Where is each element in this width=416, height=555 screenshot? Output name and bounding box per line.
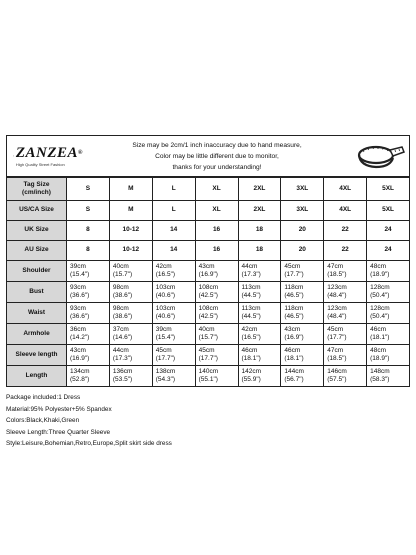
cell-inch: (18.9") <box>370 355 390 362</box>
table-row <box>7 201 410 221</box>
table-cell <box>195 345 238 366</box>
cell-cm: 103cm <box>155 283 176 291</box>
cell-size: 10-12 <box>122 246 140 254</box>
table-cell <box>367 178 410 201</box>
table-cell <box>367 345 410 366</box>
table-cell <box>324 178 367 201</box>
notice-line: thanks for your understanding! <box>172 163 262 171</box>
cell-inch: (16.5") <box>155 271 176 278</box>
cell-inch: (17.7") <box>327 334 347 341</box>
cell-cm: 40cm <box>198 325 215 333</box>
table-cell <box>109 201 152 221</box>
cell-inch: (46.5") <box>284 313 304 320</box>
table-cell <box>238 282 281 303</box>
cell-cm: 108cm <box>198 283 219 291</box>
notice-line: Color may be little different due to monitor, <box>155 152 279 160</box>
table-cell <box>238 366 281 387</box>
cell-cm: 43cm <box>198 262 215 270</box>
table-cell <box>281 303 324 324</box>
table-cell <box>367 201 410 221</box>
table-cell <box>67 282 110 303</box>
cell-cm: 113cm <box>241 283 261 291</box>
table-cell <box>152 345 195 366</box>
table-cell <box>324 324 367 345</box>
cell-cm: 93cm <box>70 283 86 291</box>
table-cell <box>195 241 238 261</box>
cell-inch: (15.4") <box>155 334 176 341</box>
table-cell <box>109 324 152 345</box>
row-label <box>7 345 67 366</box>
cell-size: 2XL <box>253 184 266 192</box>
row-label-text: (cm/inch) <box>22 189 51 196</box>
cell-size: 24 <box>384 226 392 234</box>
table-cell <box>152 201 195 221</box>
table-cell <box>238 261 281 282</box>
cell-cm: 140cm <box>198 367 219 375</box>
cell-inch: (14.6") <box>112 334 133 341</box>
table-cell <box>109 221 152 241</box>
cell-cm: 43cm <box>284 325 301 333</box>
table-cell <box>238 345 281 366</box>
cell-inch: (46.5") <box>284 292 304 299</box>
row-label-text: Armhole <box>23 329 50 337</box>
table-cell <box>324 221 367 241</box>
cell-cm: 136cm <box>112 367 133 375</box>
cell-size: S <box>85 206 91 214</box>
cell-size: 3XL <box>296 206 309 214</box>
row-label-text: Waist <box>27 308 46 316</box>
measurement-notice <box>83 140 351 173</box>
table-row <box>7 178 410 201</box>
cell-size: 5XL <box>382 184 395 192</box>
cell-inch: (15.7") <box>112 271 133 278</box>
table-cell <box>195 178 238 201</box>
cell-inch: (40.6") <box>155 292 176 299</box>
cell-inch: (15.4") <box>70 271 90 278</box>
cell-cm: 123cm <box>327 304 347 312</box>
chart-header <box>6 135 410 177</box>
table-cell <box>152 366 195 387</box>
cell-cm: 113cm <box>241 304 261 312</box>
cell-inch: (18.9") <box>370 271 390 278</box>
measuring-tape-icon <box>351 136 409 176</box>
table-cell <box>324 282 367 303</box>
row-label-text: UK Size <box>24 226 49 234</box>
row-label-text: AU Size <box>24 246 49 254</box>
cell-cm: 43cm <box>70 346 86 354</box>
cell-inch: (36.6") <box>70 292 90 299</box>
table-cell <box>281 345 324 366</box>
row-label <box>7 221 67 241</box>
table-cell <box>152 324 195 345</box>
cell-inch: (17.7") <box>155 355 176 362</box>
cell-cm: 108cm <box>198 304 219 312</box>
cell-cm: 44cm <box>241 262 258 270</box>
cell-cm: 39cm <box>70 262 86 270</box>
cell-inch: (58.3") <box>370 376 390 383</box>
table-cell <box>324 366 367 387</box>
cell-cm: 142cm <box>241 367 262 375</box>
cell-size: 4XL <box>339 184 352 192</box>
cell-cm: 98cm <box>112 304 129 312</box>
table-cell <box>152 221 195 241</box>
cell-cm: 118cm <box>284 283 304 291</box>
cell-cm: 98cm <box>112 283 129 291</box>
cell-inch: (18.1") <box>370 334 390 341</box>
cell-cm: 123cm <box>327 283 347 291</box>
table-cell <box>109 303 152 324</box>
product-info <box>6 392 172 450</box>
row-label <box>7 324 67 345</box>
row-label <box>7 178 67 201</box>
table-row <box>7 324 410 345</box>
cell-inch: (48.4") <box>327 313 347 320</box>
table-cell <box>324 261 367 282</box>
table-cell <box>109 241 152 261</box>
cell-cm: 45cm <box>284 262 301 270</box>
table-cell <box>367 221 410 241</box>
cell-inch: (17.3") <box>241 271 261 278</box>
cell-cm: 148cm <box>370 367 390 375</box>
row-label <box>7 282 67 303</box>
cell-inch: (48.4") <box>327 292 347 299</box>
cell-inch: (17.3") <box>112 355 133 362</box>
cell-size: 22 <box>341 246 349 254</box>
table-cell <box>67 324 110 345</box>
row-label <box>7 303 67 324</box>
cell-cm: 103cm <box>155 304 176 312</box>
cell-cm: 39cm <box>155 325 172 333</box>
table-cell <box>238 201 281 221</box>
brand-tagline: High Quality Street Fashion <box>15 161 65 167</box>
table-cell <box>324 201 367 221</box>
row-label-text: Sleeve length <box>15 350 58 358</box>
cell-cm: 48cm <box>370 346 387 354</box>
row-label-text: Bust <box>29 287 44 295</box>
cell-size: 18 <box>255 226 264 234</box>
table-cell <box>195 303 238 324</box>
cell-cm: 48cm <box>370 262 387 270</box>
table-cell <box>109 345 152 366</box>
table-cell <box>238 221 281 241</box>
table-cell <box>152 282 195 303</box>
row-label <box>7 201 67 221</box>
cell-inch: (36.6") <box>70 313 90 320</box>
cell-inch: (55.9") <box>241 376 261 383</box>
row-label-text: Tag Size <box>23 180 50 188</box>
cell-inch: (38.6") <box>112 313 133 320</box>
cell-cm: 40cm <box>112 262 129 270</box>
cell-inch: (54.3") <box>155 376 176 383</box>
table-cell <box>367 241 410 261</box>
cell-cm: 47cm <box>327 346 344 354</box>
table-cell <box>195 282 238 303</box>
cell-inch: (42.5") <box>198 292 218 299</box>
cell-size: 8 <box>86 226 90 234</box>
table-cell <box>281 261 324 282</box>
cell-size: 2XL <box>253 206 266 214</box>
cell-cm: 134cm <box>70 367 90 375</box>
table-cell <box>67 261 110 282</box>
cell-size: M <box>128 184 134 192</box>
cell-inch: (16.9") <box>284 334 304 341</box>
row-label-text: Length <box>25 371 48 379</box>
cell-inch: (17.7") <box>198 355 218 362</box>
table-cell <box>109 366 152 387</box>
cell-size: 22 <box>341 226 349 234</box>
cell-inch: (14.2") <box>70 334 90 341</box>
cell-size: 16 <box>212 226 221 234</box>
cell-size: 16 <box>212 246 221 254</box>
table-cell <box>67 241 110 261</box>
cell-size: 5XL <box>382 206 395 214</box>
cell-size: 14 <box>170 226 178 234</box>
cell-inch: (44.5") <box>241 292 261 299</box>
cell-size: 10-12 <box>122 226 140 234</box>
cell-size: L <box>171 184 176 192</box>
info-style: Style:Leisure,Bohemian,Retro,Europe,Split skirt side dress <box>6 440 172 447</box>
cell-cm: 93cm <box>70 304 86 312</box>
cell-size: 14 <box>170 246 178 254</box>
table-cell <box>281 366 324 387</box>
row-label <box>7 366 67 387</box>
cell-size: XL <box>212 206 221 214</box>
cell-size: 20 <box>298 226 306 234</box>
table-cell <box>238 324 281 345</box>
table-cell <box>367 303 410 324</box>
cell-inch: (44.5") <box>241 313 261 320</box>
table-cell <box>152 303 195 324</box>
cell-cm: 128cm <box>370 304 390 312</box>
table-row <box>7 221 410 241</box>
table-cell <box>281 282 324 303</box>
table-cell <box>152 178 195 201</box>
table-cell <box>281 324 324 345</box>
cell-inch: (42.5") <box>198 313 218 320</box>
cell-cm: 118cm <box>284 304 304 312</box>
cell-size: S <box>85 184 91 192</box>
table-cell <box>195 221 238 241</box>
table-cell <box>281 221 324 241</box>
table-cell <box>238 178 281 201</box>
cell-cm: 36cm <box>70 325 86 333</box>
table-row <box>7 345 410 366</box>
cell-cm: 45cm <box>327 325 344 333</box>
row-label <box>7 241 67 261</box>
cell-cm: 45cm <box>155 346 172 354</box>
table-cell <box>324 345 367 366</box>
notice-line: Size may be 2cm/1 inch inaccuracy due to hand measure, <box>132 141 302 149</box>
cell-inch: (50.4") <box>370 313 390 320</box>
cell-size: 3XL <box>296 184 309 192</box>
cell-cm: 128cm <box>370 283 390 291</box>
table-cell <box>281 241 324 261</box>
cell-size: 24 <box>384 246 392 254</box>
cell-size: 18 <box>255 246 264 254</box>
table-cell <box>67 221 110 241</box>
cell-cm: 46cm <box>284 346 301 354</box>
cell-inch: (18.5") <box>327 271 347 278</box>
cell-size: 20 <box>298 246 306 254</box>
brand-name: ZANZEA <box>15 144 79 161</box>
cell-cm: 138cm <box>155 367 176 375</box>
table-row <box>7 366 410 387</box>
cell-cm: 144cm <box>284 367 304 375</box>
cell-size: 8 <box>86 246 90 254</box>
brand-logo: ZANZEA® High Quality Street Fashion <box>15 144 83 167</box>
table-cell <box>67 201 110 221</box>
table-cell <box>367 366 410 387</box>
table-cell <box>67 345 110 366</box>
cell-inch: (40.6") <box>155 313 176 320</box>
table-cell <box>324 241 367 261</box>
cell-size: M <box>128 206 134 214</box>
table-cell <box>67 178 110 201</box>
table-row <box>7 241 410 261</box>
table-cell <box>324 303 367 324</box>
info-material: Material:95% Polyester+5% Spandex <box>6 405 112 413</box>
cell-inch: (18.1") <box>284 355 304 362</box>
cell-inch: (16.9") <box>198 271 218 278</box>
table-row <box>7 282 410 303</box>
cell-cm: 146cm <box>327 367 347 375</box>
cell-inch: (16.5") <box>241 334 261 341</box>
table-cell <box>367 324 410 345</box>
cell-inch: (56.7") <box>284 376 304 383</box>
table-cell <box>67 366 110 387</box>
table-cell <box>67 303 110 324</box>
info-sleeve-length: Sleeve Length:Three Quarter Sleeve <box>6 428 111 436</box>
cell-size: L <box>171 206 176 214</box>
cell-cm: 44cm <box>112 346 129 354</box>
cell-inch: (16.9") <box>70 355 90 362</box>
cell-size: 4XL <box>339 206 352 214</box>
cell-inch: (17.7") <box>284 271 304 278</box>
table-cell <box>152 241 195 261</box>
table-cell <box>109 282 152 303</box>
table-cell <box>195 261 238 282</box>
cell-cm: 46cm <box>241 346 258 354</box>
cell-cm: 42cm <box>241 325 258 333</box>
info-colors: Colors:Black,Khaki,Green <box>6 417 80 424</box>
cell-inch: (50.4") <box>370 292 390 299</box>
table-cell <box>109 178 152 201</box>
row-label-text: US/CA Size <box>19 206 54 214</box>
row-label <box>7 261 67 282</box>
table-cell <box>195 324 238 345</box>
table-cell <box>238 241 281 261</box>
cell-cm: 42cm <box>155 262 172 270</box>
table-cell <box>367 261 410 282</box>
table-cell <box>109 261 152 282</box>
info-package: Package included:1 Dress <box>6 394 81 401</box>
cell-inch: (38.6") <box>112 292 133 299</box>
table-cell <box>238 303 281 324</box>
fashion-figure-icon <box>13 141 14 171</box>
cell-cm: 47cm <box>327 262 344 270</box>
cell-inch: (55.1") <box>198 376 218 383</box>
table-cell <box>281 201 324 221</box>
table-row <box>7 303 410 324</box>
cell-size: XL <box>212 184 221 192</box>
cell-cm: 37cm <box>112 325 129 333</box>
cell-inch: (53.5") <box>112 376 133 383</box>
cell-inch: (15.7") <box>198 334 218 341</box>
size-table <box>6 177 410 387</box>
cell-inch: (57.5") <box>327 376 347 383</box>
table-cell <box>367 282 410 303</box>
table-cell <box>195 201 238 221</box>
cell-inch: (18.5") <box>327 355 347 362</box>
table-cell <box>281 178 324 201</box>
table-cell <box>152 261 195 282</box>
row-label-text: Shoulder <box>22 266 51 274</box>
table-row <box>7 261 410 282</box>
table-cell <box>195 366 238 387</box>
cell-inch: (52.8") <box>70 376 90 383</box>
cell-cm: 46cm <box>370 325 387 333</box>
cell-inch: (18.1") <box>241 355 261 362</box>
cell-cm: 45cm <box>198 346 215 354</box>
